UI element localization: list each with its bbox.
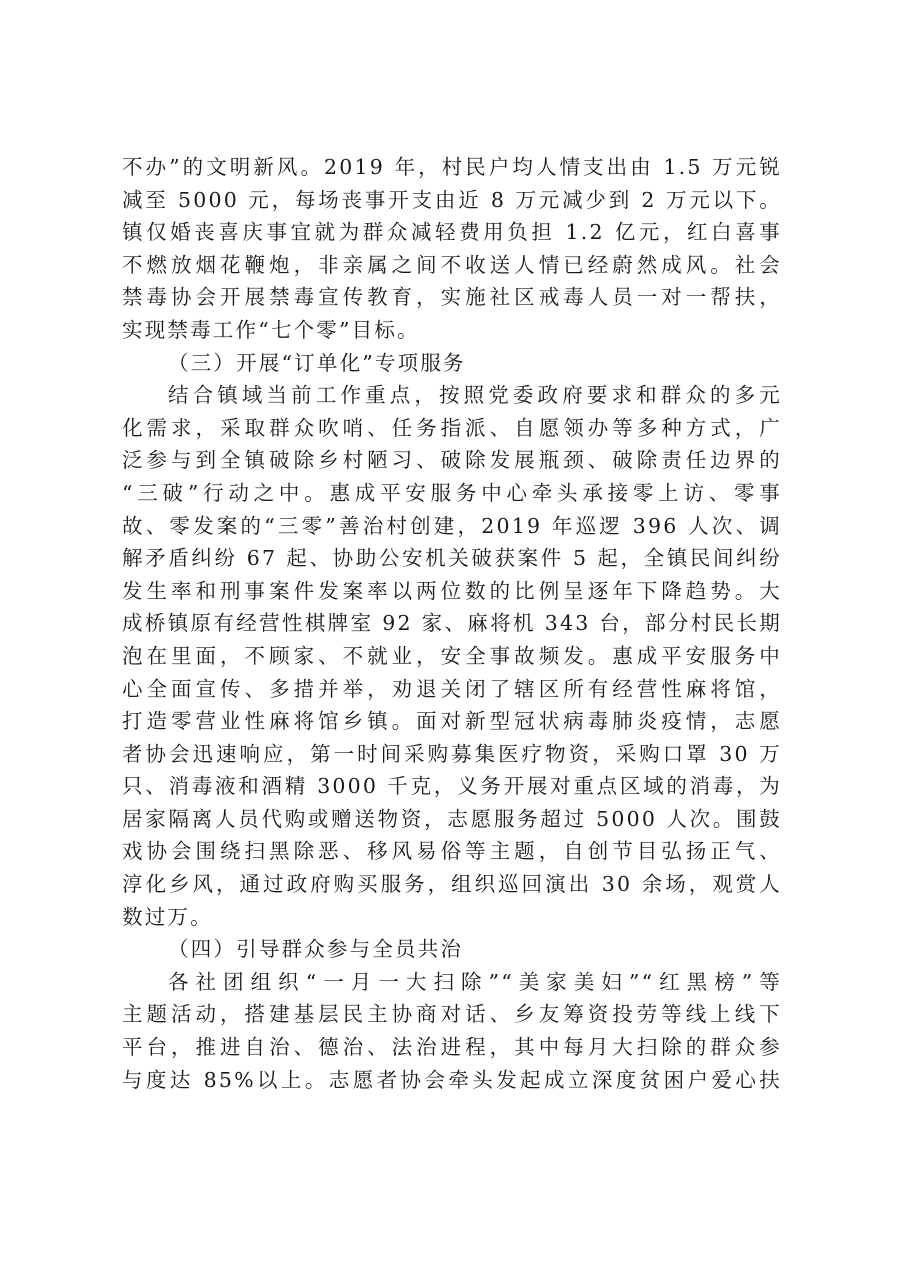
paragraph-line: 泡在里面，不顾家、不就业，安全事故频发。惠成平安服务中 xyxy=(122,643,782,668)
paragraph-line: 成桥镇原有经营性棋牌室 92 家、麻将机 343 台，部分村民长期 xyxy=(122,611,782,636)
paragraph-line: 居家隔离人员代购或赠送物资，志愿服务超过 5000 人次。围鼓 xyxy=(122,806,782,831)
paragraph-line: 禁毒协会开展禁毒宣传教育，实施社区戒毒人员一对一帮扶， xyxy=(122,285,782,310)
paragraph-line: 淳化乡风，通过政府购买服务，组织巡回演出 30 余场，观赏人 xyxy=(122,872,782,897)
paragraph-line: 镇仅婚丧喜庆事宜就为群众减轻费用负担 1.2 亿元，红白喜事 xyxy=(122,220,782,245)
paragraph-line: 发生率和刑事案件发案率以两位数的比例呈逐年下降趋势。大 xyxy=(122,578,782,603)
paragraph-line: 者协会迅速响应，第一时间采购募集医疗物资，采购口罩 30 万 xyxy=(122,741,782,766)
paragraph-line: 心全面宣传、多措并举，劝退关闭了辖区所有经营性麻将馆， xyxy=(122,676,782,701)
section-heading: （四）引导群众参与全员共治 xyxy=(168,937,464,962)
paragraph-line: 结合镇域当前工作重点，按照党委政府要求和群众的多元 xyxy=(168,383,782,408)
paragraph-line: 实现禁毒工作“七个零”目标。 xyxy=(122,317,420,342)
paragraph-line: 各社团组织“一月一大扫除”“美家美妇”“红黑榜”等 xyxy=(168,969,782,994)
paragraph-line: 不燃放烟花鞭炮，非亲属之间不收送人情已经蔚然成风。社会 xyxy=(122,252,782,277)
paragraph-line: 戏协会围绕扫黑除恶、移风易俗等主题，自创节目弘扬正气、 xyxy=(122,839,782,864)
paragraph-line: 打造零营业性麻将馆乡镇。面对新型冠状病毒肺炎疫情，志愿 xyxy=(122,709,782,734)
paragraph-line: “三破”行动之中。惠成平安服务中心牵头承接零上访、零事 xyxy=(122,480,782,505)
body-text xyxy=(122,151,782,1096)
section-heading: （三）开展“订单化”专项服务 xyxy=(168,350,466,375)
paragraph-line: 解矛盾纠纷 67 起、协助公安机关破获案件 5 起，全镇民间纠纷 xyxy=(122,546,782,571)
paragraph-line: 故、零发案的“三零”善治村创建，2019 年巡逻 396 人次、调 xyxy=(122,513,782,538)
paragraph-line: 泛参与到全镇破除乡村陋习、破除发展瓶颈、破除责任边界的 xyxy=(122,448,782,473)
paragraph-line: 与度达 85%以上。志愿者协会牵头发起成立深度贫困户爱心扶 xyxy=(122,1067,782,1092)
paragraph-line: 数过万。 xyxy=(122,904,213,929)
paragraph-line: 减至 5000 元，每场丧事开支由近 8 万元减少到 2 万元以下。 xyxy=(122,187,782,212)
paragraph-line: 不办”的文明新风。2019 年，村民户均人情支出由 1.5 万元锐 xyxy=(122,155,782,179)
paragraph-line: 只、消毒液和酒精 3000 千克，义务开展对重点区域的消毒，为 xyxy=(122,774,782,799)
paragraph-line: 主题活动，搭建基层民主协商对话、乡友筹资投劳等线上线下 xyxy=(122,1002,782,1027)
paragraph-line: 化需求，采取群众吹哨、任务指派、自愿领办等多种方式，广 xyxy=(122,415,782,440)
paragraph-line: 平台，推进自治、德治、法治进程，其中每月大扫除的群众参 xyxy=(122,1035,782,1060)
